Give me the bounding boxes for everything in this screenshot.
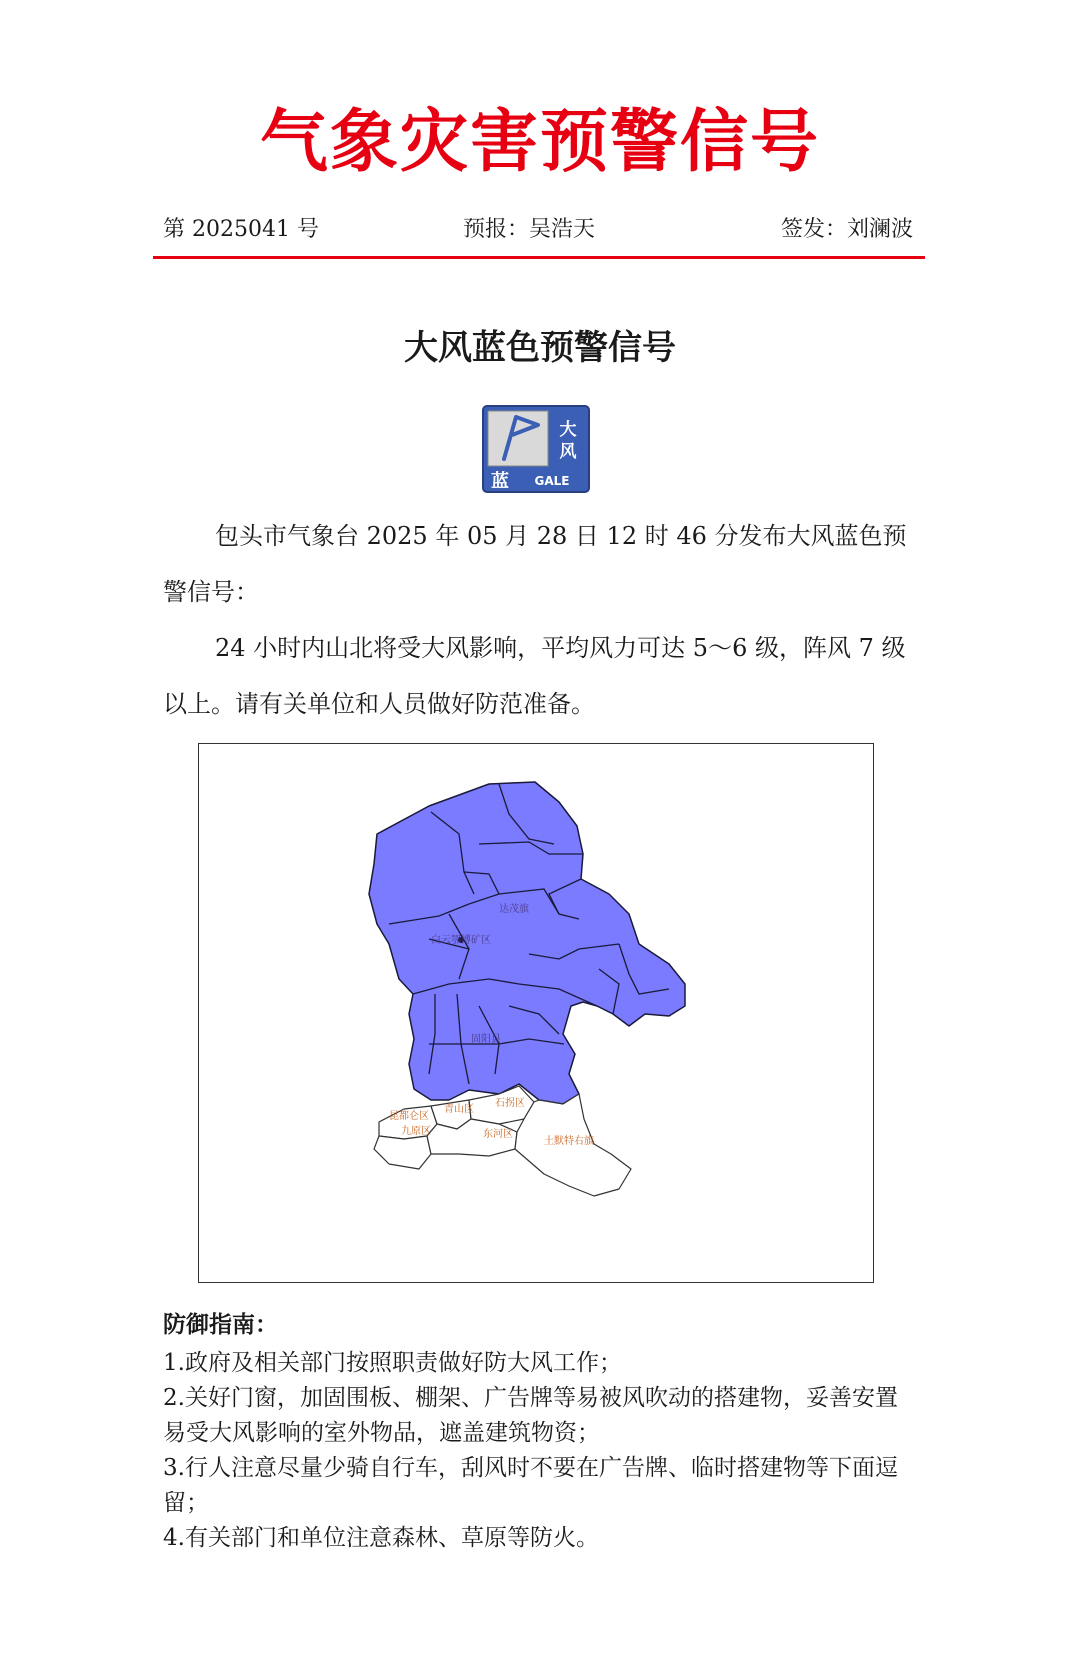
guide-item: 3.行人注意尽量少骑自行车，刮风时不要在广告牌、临时搭建物等下面逗留； [163, 1455, 898, 1516]
defense-guide-list [163, 1346, 913, 1556]
header-divider [153, 256, 925, 259]
guide-item: 1.政府及相关部门按照职责做好防大风工作； [163, 1350, 622, 1376]
issue-paragraph: 包头市气象台 2025 年 05 月 28 日 12 时 46 分发布大风蓝色预警信号： [163, 522, 907, 606]
map-label-shiguai: 石拐区 [495, 1098, 525, 1109]
gale-blue-warning-badge [482, 405, 590, 493]
map-label-jiuyuan: 九原区 [401, 1126, 431, 1137]
guide-item: 2.关好门窗，加固围板、棚架、广告牌等易被风吹动的搭建物，妥善安置易受大风影响的室外物品，遮盖建筑物资； [163, 1385, 898, 1446]
badge-char-1: 大 [559, 420, 577, 440]
badge-char-2: 风 [559, 442, 577, 462]
issuer: 签发：刘澜波 [780, 217, 913, 242]
map-label-guyang: 固阳县 [471, 1034, 501, 1045]
document-title: 气象灾害预警信号 [259, 102, 820, 182]
northern-warning-area [369, 782, 685, 1104]
impact-paragraph: 24 小时内山北将受大风影响，平均风力可达 5～6 级，阵风 7 级以上。请有关单位和人员做好防范准备。 [163, 634, 906, 718]
document-meta-row [163, 212, 913, 248]
map-label-donghe: 东河区 [483, 1129, 513, 1140]
guide-item: 4.有关部门和单位注意森林、草原等防火。 [163, 1525, 599, 1551]
badge-code: GALE [534, 474, 570, 488]
map-label-baiyun: 白云鄂博矿区 [431, 935, 491, 946]
badge-level: 蓝 [491, 471, 509, 492]
document-number: 第 2025041 号 [163, 217, 319, 242]
map-label-tumote: 土默特右旗 [544, 1136, 594, 1147]
forecaster: 预报：吴浩天 [463, 217, 596, 242]
map-label-qingshan: 青山区 [444, 1104, 474, 1115]
defense-guide-heading: 防御指南： [163, 1312, 278, 1338]
warning-title: 大风蓝色预警信号 [404, 328, 676, 368]
warning-area-map [198, 743, 874, 1283]
map-label-kundulun: 昆都仑区 [389, 1111, 429, 1122]
jiuyuan-district [374, 1136, 431, 1169]
map-label-damao: 达茂旗 [499, 904, 529, 915]
